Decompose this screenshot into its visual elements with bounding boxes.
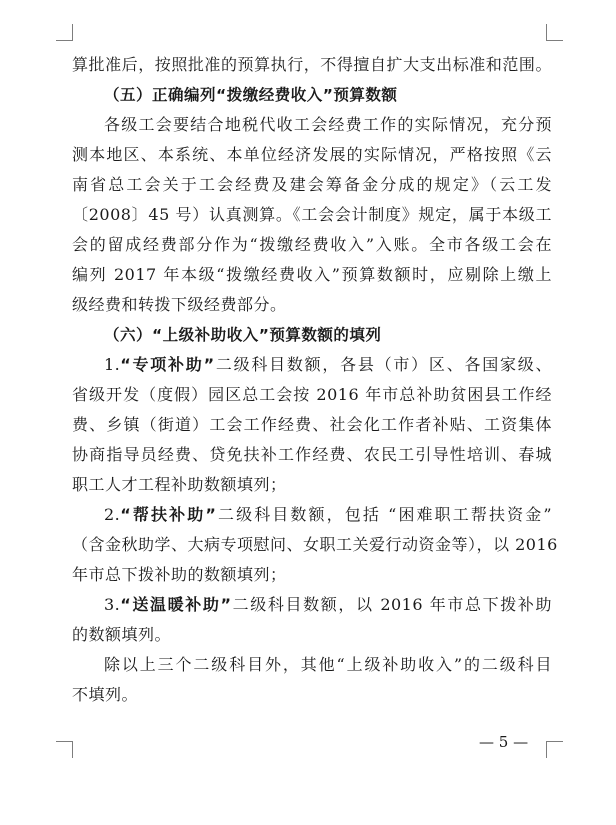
list-number: 2. [104, 505, 121, 524]
paragraph-line: 除以上三个二级科目外，其他“上级补助收入”的二级科目 [104, 655, 552, 674]
crop-mark-bottom-right [546, 741, 563, 758]
list-text: 二级科目数额，各县（市）区、各国家级、 [214, 355, 552, 374]
paragraph-line: （含金秋助学、大病专项慰问、女职工关爱行动资金等），以 2016 [72, 535, 558, 554]
list-term: “帮扶补助” [120, 505, 217, 524]
list-item-3-first-line [72, 590, 552, 620]
paragraph-line: 不填列。 [72, 685, 139, 704]
list-text: 二级科目数额，以 2016 年市总下拨补助 [231, 595, 552, 614]
paragraph-line: 省级开发（度假）园区总工会按 2016 年市总补助贫困县工作经 [72, 385, 552, 404]
paragraph-line: 协商指导员经费、贷免扶补工作经费、农民工引导性培训、春城 [72, 445, 552, 464]
paragraph-line: 年市总下拨补助的数额填列； [72, 565, 287, 584]
list-number: 3. [104, 595, 121, 614]
crop-mark-top-right [546, 24, 563, 41]
paragraph-line: 编列 2017 年本级“拨缴经费收入”预算数额时，应剔除上缴上 [72, 265, 552, 284]
document-body [72, 50, 558, 710]
list-term: “专项补助” [120, 355, 215, 374]
paragraph-line: 的数额填列。 [72, 625, 172, 644]
crop-mark-bottom-left [56, 741, 73, 758]
list-term: “送温暖补助” [120, 595, 232, 614]
list-item-1-first-line [72, 350, 552, 380]
paragraph-line: 测本地区、本系统、本单位经济发展的实际情况，严格按照《云 [72, 145, 552, 164]
list-text: 二级科目数额，包括 “困难职工帮扶资金” [216, 505, 552, 524]
paragraph-line: 〔2008〕45 号）认真测算。《工会会计制度》规定，属于本级工 [72, 205, 552, 224]
paragraph-line: 算批准后，按照批准的预算执行，不得擅自扩大支出标准和范围。 [72, 55, 552, 74]
crop-mark-top-left [56, 24, 73, 41]
paragraph-line: 各级工会要结合地税代收工会经费工作的实际情况，充分预 [104, 115, 552, 134]
section-heading-6: （六）“上级补助收入”预算数额的填列 [104, 326, 382, 344]
section-heading-5: （五）正确编列“拨缴经费收入”预算数额 [104, 86, 398, 104]
list-number: 1. [104, 355, 121, 374]
paragraph-line: 级经费和转拨下级经费部分。 [72, 295, 287, 314]
paragraph-line: 费、乡镇（街道）工会工作经费、社会化工作者补贴、工资集体 [72, 415, 552, 434]
page-number: — 5 — [479, 733, 529, 751]
paragraph-line: 南省总工会关于工会经费及建会筹备金分成的规定》（云工发 [72, 175, 552, 194]
paragraph-line: 职工人才工程补助数额填列； [72, 475, 287, 494]
paragraph-line: 会的留成经费部分作为“拨缴经费收入”入账。全市各级工会在 [72, 235, 552, 254]
list-item-2-first-line [72, 500, 552, 530]
